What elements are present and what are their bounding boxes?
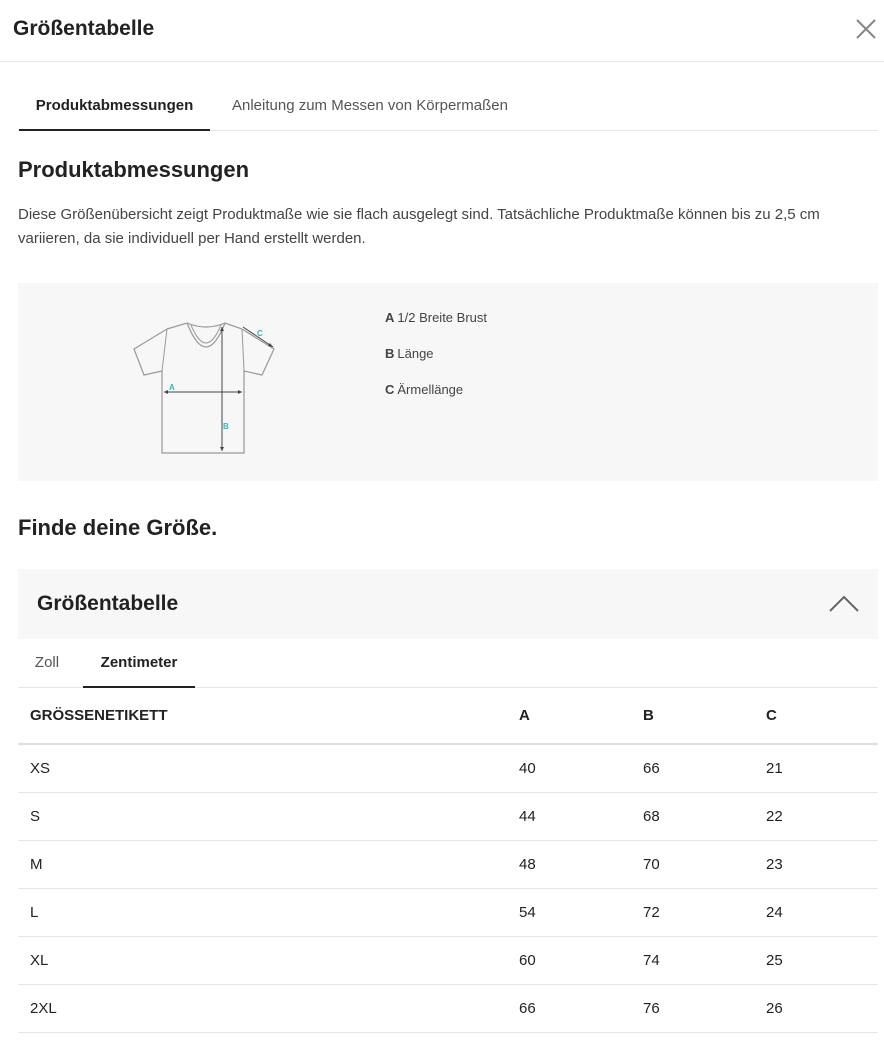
tab-zoll[interactable]: Zoll — [34, 654, 60, 671]
header-a: A — [519, 688, 643, 744]
table-row: L 54 72 24 — [18, 889, 878, 937]
table-row: M 48 70 23 — [18, 841, 878, 889]
find-size-title: Finde deine Größe. — [18, 515, 218, 540]
tab-zentimeter[interactable]: Zentimeter — [83, 639, 195, 688]
measurement-legend — [385, 309, 487, 417]
header-b: B — [643, 688, 766, 744]
legend-item: B Länge — [385, 346, 434, 361]
modal-header — [0, 0, 884, 62]
modal-title: Größentabelle — [13, 17, 155, 40]
tshirt-diagram — [132, 319, 282, 459]
tab-produktabmessungen[interactable]: Produktabmessungen — [19, 62, 210, 131]
close-button[interactable] — [854, 17, 878, 41]
header-c: C — [766, 688, 878, 744]
tab-messanleitung[interactable]: Anleitung zum Messen von Körpermaßen — [232, 97, 508, 114]
measurement-diagram — [18, 283, 878, 481]
main-tabs — [18, 62, 878, 131]
size-chart-accordion[interactable] — [18, 569, 878, 639]
table-row: 2XL 66 76 26 — [18, 985, 878, 1033]
table-row: XL 60 74 25 — [18, 937, 878, 985]
chevron-up-icon — [828, 591, 860, 615]
accordion-title: Größentabelle — [37, 592, 179, 615]
label-a: A — [169, 383, 175, 392]
legend-item: C Ärmellänge — [385, 382, 464, 397]
table-row: S 44 68 22 — [18, 793, 878, 841]
label-c: C — [257, 329, 263, 338]
close-icon — [854, 17, 878, 41]
table-row: XS 40 66 21 — [18, 744, 878, 793]
legend-item: A 1/2 Breite Brust — [385, 310, 487, 325]
label-b: B — [223, 422, 229, 431]
section-description: Diese Größenübersicht zeigt Produktmaße wie sie flach ausgelegt sind. Tatsächliche Produktmaße können bis zu 2,5 cm variieren, da sie individuell per Hand erstellt werden. — [18, 206, 820, 247]
table-header-row — [18, 688, 878, 744]
section-title: Produktabmessungen — [18, 157, 250, 182]
size-table — [18, 688, 878, 1033]
unit-tabs — [18, 639, 878, 688]
header-size-label: GRÖSSENETIKETT — [18, 688, 519, 744]
